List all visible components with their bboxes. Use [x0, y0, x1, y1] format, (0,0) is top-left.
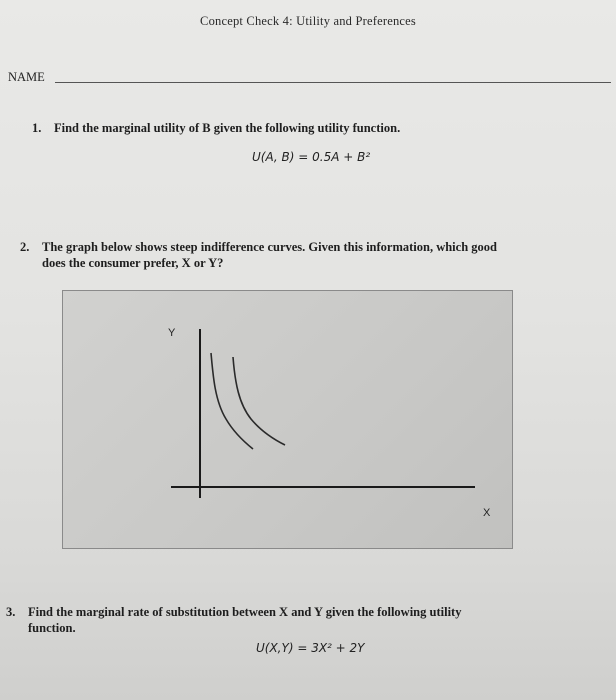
question-1 — [32, 120, 400, 136]
page-title: Concept Check 4: Utility and Preferences — [200, 14, 416, 28]
indifference-curve-2 — [233, 357, 285, 445]
indifference-curve-graph — [62, 290, 513, 549]
name-label: NAME — [8, 70, 45, 84]
question-1-text: Find the marginal utility of B given the following utility function. — [54, 121, 401, 135]
question-2-text-line1: The graph below shows steep indifference curves. Given this information, which good — [42, 240, 497, 254]
name-field-line[interactable] — [55, 82, 611, 83]
question-3-equation: U(X,Y) = 3X² + 2Y — [256, 641, 365, 655]
question-3-text-line1: Find the marginal rate of substitution between X and Y given the following utility — [28, 605, 462, 619]
question-2 — [20, 239, 605, 271]
question-1-number: 1. — [32, 121, 42, 135]
x-axis-label: X — [483, 507, 491, 519]
indifference-curve-1 — [211, 353, 253, 449]
question-3-number: 3. — [6, 605, 16, 619]
question-2-text-line2: does the consumer prefer, X or Y? — [42, 256, 224, 270]
question-3 — [6, 604, 606, 636]
question-1-equation: U(A, B) = 0.5A + B² — [252, 150, 371, 164]
y-axis-label: Y — [168, 327, 176, 339]
question-2-number: 2. — [20, 240, 30, 254]
question-3-text-line2: function. — [28, 621, 76, 635]
graph-svg — [63, 291, 512, 548]
